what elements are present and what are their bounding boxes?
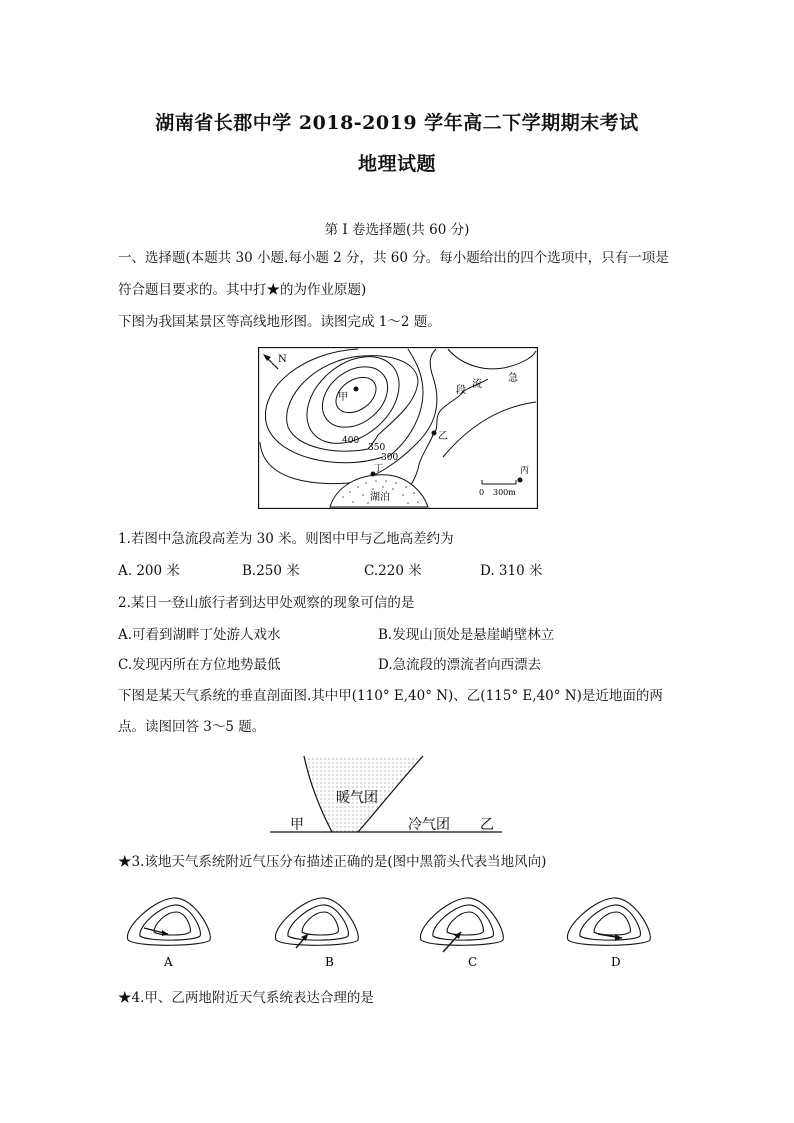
scale-value: 300m (493, 488, 516, 497)
intro-q1-2: 下图为我国某景区等高线地形图。读图完成 1～2 题。 (118, 314, 441, 330)
contour-map (258, 347, 538, 509)
q3-isobar-diagrams (118, 890, 678, 975)
q2-option-a: A.可看到湖畔丁处游人戏水 (118, 627, 281, 643)
instruction-line-2: 符合题目要求的。其中打★的为作业原题) (118, 282, 367, 298)
isobar-option-a (127, 898, 210, 945)
warm-air-label: 暖气团 (336, 790, 378, 806)
label-c: C (468, 955, 478, 969)
point-yi (432, 431, 437, 436)
q1-option-b: B.250 米 (242, 563, 300, 579)
isobar-option-d (567, 898, 650, 945)
q2-option-b: B.发现山顶处是悬崖峭壁林立 (378, 627, 555, 643)
rapids-char-3: 急 (508, 373, 518, 384)
isobar-option-c (420, 898, 503, 952)
contour-label-350: 350 (368, 443, 386, 453)
label-bing: 丙 (520, 466, 530, 476)
north-label: N (278, 354, 287, 365)
label-d: D (611, 955, 621, 969)
isobar-option-b (275, 898, 358, 948)
section-heading: 第 I 卷选择题(共 60 分) (324, 222, 470, 238)
page-title: 湖南省长郡中学 2018-2019 学年高二下学期期末考试 (155, 112, 639, 134)
point-jia (354, 387, 359, 392)
label-a: A (164, 955, 173, 969)
page-subtitle: 地理试题 (357, 153, 436, 175)
q2-option-d: D.急流段的漂流者向西漂去 (378, 657, 542, 673)
label-yi-front: 乙 (480, 817, 494, 833)
contour-label-400: 400 (342, 436, 360, 446)
intro-q3-5-line-2: 点。读图回答 3～5 题。 (118, 719, 266, 735)
rapids-char-2: 流 (472, 379, 482, 390)
q2-stem: 2.某日一登山旅行者到达甲处观察的现象可信的是 (118, 595, 415, 611)
q1-option-a: A. 200 米 (118, 563, 180, 579)
q1-stem: 1.若图中急流段高差为 30 米。则图中甲与乙地高差约为 (118, 531, 454, 547)
label-yi: 乙 (438, 431, 448, 442)
cold-air-label: 冷气团 (408, 817, 450, 833)
q2-option-c: C.发现丙所在方位地势最低 (118, 657, 281, 673)
front-cross-section (268, 754, 506, 836)
label-ding: 丁 (374, 464, 384, 474)
lake-label: 湖泊 (370, 492, 390, 503)
q4-stem: ★4.甲、乙两地附近天气系统表达合理的是 (118, 990, 374, 1006)
contour-label-300: 300 (381, 453, 399, 463)
rapids-char-1: 段 (456, 385, 466, 396)
q1-option-d: D. 310 米 (480, 563, 543, 579)
scale-zero: 0 (479, 488, 485, 497)
instruction-line-1: 一、选择题(本题共 30 小题.每小题 2 分，共 60 分。每小题给出的四个选项中，只有一项是 (118, 250, 669, 266)
label-b: B (325, 955, 334, 969)
point-bing (518, 478, 523, 483)
label-jia: 甲 (338, 392, 348, 403)
q3-stem: ★3.该地天气系统附近气压分布描述正确的是(图中黑箭头代表当地风向) (118, 854, 547, 870)
intro-q3-5-line-1: 下图是某天气系统的垂直剖面图.其中甲(110° E,40° N)、乙(115° E,40° N)是近地面的两 (118, 688, 663, 704)
label-jia-front: 甲 (290, 817, 304, 833)
q1-option-c: C.220 米 (364, 563, 422, 579)
